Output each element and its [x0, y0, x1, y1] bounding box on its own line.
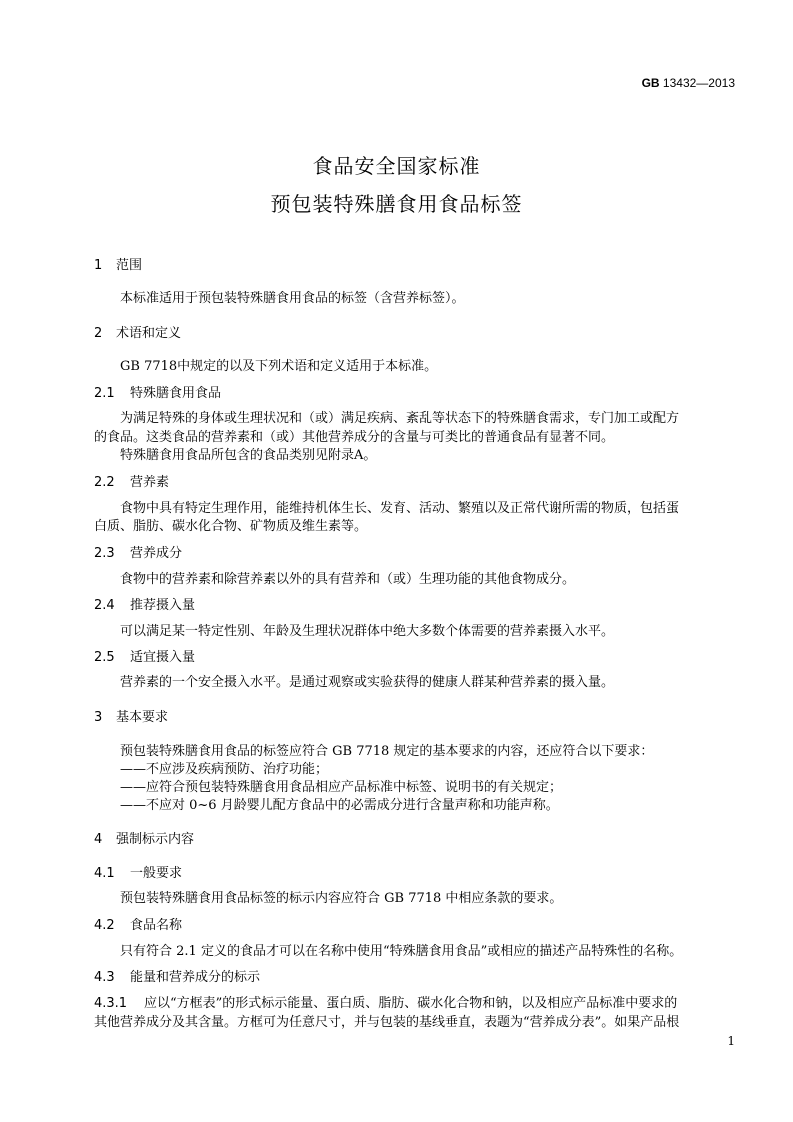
paragraph: 白质、脂肪、碳水化合物、矿物质及维生素等。	[94, 519, 368, 534]
paragraph: 食物中的营养素和除营养素以外的具有营养和（或）生理功能的其他食物成分。	[120, 572, 576, 587]
paragraph: 本标准适用于预包装特殊膳食用食品的标签（含营养标签）。	[120, 291, 465, 306]
section-title: 营养素	[130, 475, 170, 490]
section-title: 营养成分	[130, 546, 183, 561]
section-2-5-heading	[94, 646, 195, 665]
section-number: 4	[94, 832, 103, 847]
clause-number: 4.3.1	[94, 996, 128, 1011]
standard-prefix: GB	[641, 76, 660, 90]
paragraph: 预包装特殊膳食用食品标签的标示内容应符合 GB 7718 中相应条款的要求。	[120, 891, 563, 906]
section-title: 术语和定义	[116, 326, 182, 341]
section-1-heading	[94, 254, 142, 273]
page-number: 1	[727, 1034, 735, 1048]
standard-code: 13432—2013	[662, 76, 735, 90]
paragraph: 为满足特殊的身体或生理状况和（或）满足疾病、紊乱等状态下的特殊膳食需求，专门加工或配方	[120, 411, 680, 426]
section-2-1-heading	[94, 382, 221, 401]
section-number: 4.2	[94, 918, 115, 933]
section-title: 推荐摄入量	[130, 598, 196, 613]
clause-4-3-1	[94, 992, 677, 1011]
list-item: ——不应对 0~6 月龄婴儿配方食品中的必需成分进行含量声称和功能声称。	[120, 798, 559, 813]
paragraph: 预包装特殊膳食用食品的标签应符合 GB 7718 规定的基本要求的内容，还应符合以下要求：	[120, 744, 654, 759]
paragraph: 只有符合 2.1 定义的食品才可以在名称中使用“特殊膳食用食品”或相应的描述产品特殊性的名称。	[120, 944, 683, 959]
section-title: 能量和营养成分的标示	[130, 970, 261, 985]
section-title: 食品名称	[130, 918, 183, 933]
paragraph: 其他营养成分及其含量。方框可为任意尺寸，并与包装的基线垂直，表题为“营养成分表”。如果产品根	[94, 1015, 680, 1030]
list-item: ——应符合预包装特殊膳食用食品相应产品标准中标签、说明书的有关规定；	[120, 780, 563, 795]
section-4-heading	[94, 828, 194, 847]
section-number: 2.3	[94, 546, 115, 561]
section-number: 2.4	[94, 598, 115, 613]
section-2-2-heading	[94, 471, 169, 490]
document-title-line2: 预包装特殊膳食用食品标签	[270, 192, 523, 216]
section-number: 4.3	[94, 970, 115, 985]
paragraph: 特殊膳食用食品所包含的食品类别见附录A。	[120, 448, 377, 463]
section-title: 适宜摄入量	[130, 650, 196, 665]
standard-number	[642, 76, 735, 90]
section-4-1-heading	[94, 862, 182, 881]
section-title: 强制标示内容	[116, 832, 195, 847]
list-item: ——不应涉及疾病预防、治疗功能；	[120, 762, 329, 777]
section-number: 1	[94, 258, 103, 273]
section-title: 特殊膳食用食品	[130, 386, 222, 401]
section-number: 2.5	[94, 650, 115, 665]
section-title: 基本要求	[116, 710, 169, 725]
paragraph: 食物中具有特定生理作用，能维持机体生长、发育、活动、繁殖以及正常代谢所需的物质，包括蛋	[120, 501, 680, 516]
section-number: 3	[94, 710, 103, 725]
section-number: 2.1	[94, 386, 115, 401]
section-2-3-heading	[94, 542, 182, 561]
paragraph: 可以满足某一特定性别、年龄及生理状况群体中绝大多数个体需要的营养素摄入水平。	[120, 624, 615, 639]
section-2-heading	[94, 322, 181, 341]
paragraph: GB 7718中规定的以及下列术语和定义适用于本标准。	[120, 359, 438, 374]
section-number: 4.1	[94, 866, 115, 881]
paragraph: 的食品。这类食品的营养素和（或）其他营养成分的含量与可类比的普通食品有显著不同。	[94, 430, 615, 445]
document-title-line1: 食品安全国家标准	[312, 154, 481, 178]
paragraph: 营养素的一个安全摄入水平。是通过观察或实验获得的健康人群某种营养素的摄入量。	[120, 675, 615, 690]
section-4-3-heading	[94, 966, 260, 985]
section-number: 2.2	[94, 475, 115, 490]
section-2-4-heading	[94, 594, 195, 613]
section-title: 一般要求	[130, 866, 183, 881]
section-3-heading	[94, 706, 168, 725]
paragraph: 应以“方框表”的形式标示能量、蛋白质、脂肪、碳水化合物和钠，以及相应产品标准中要求的	[144, 996, 678, 1011]
section-4-2-heading	[94, 914, 182, 933]
section-title: 范围	[116, 258, 143, 273]
section-number: 2	[94, 326, 103, 341]
